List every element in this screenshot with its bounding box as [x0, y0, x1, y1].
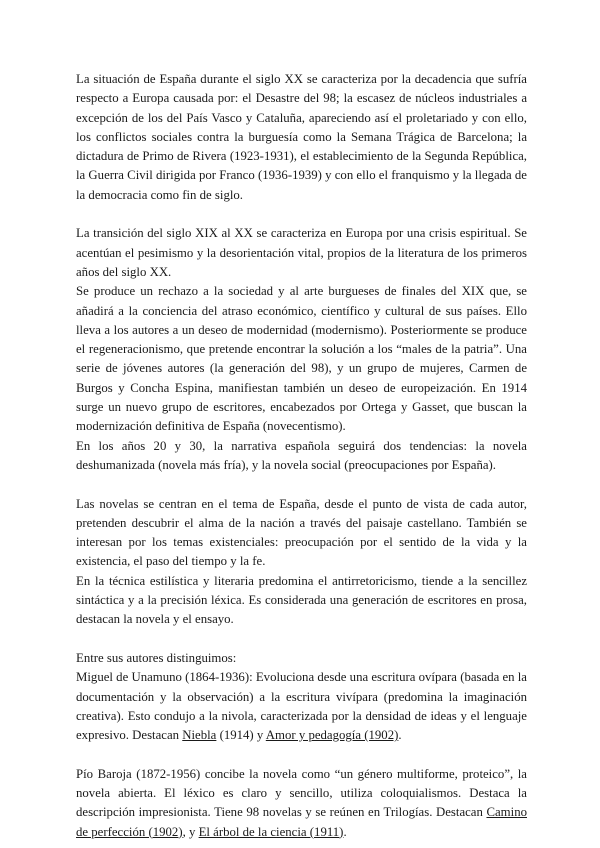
paragraph-rejection-bourgeois: Se produce un rechazo a la sociedad y al arte burgueses de finales del XIX que, se añadirá a la conciencia del atraso económico, científico y cultural de sus países. Ello lleva a los autores a un deseo de modernidad (modernismo). Posteriormente se produce el regeneracionismo, que pretende encontrar la solución a los “males de la patria”. Una serie de jóvenes autores (la generación del 98), y un grupo de mujeres, Carmen de Burgos y Concha Espina, manifiestan también un deseo de europeización. En 1914 surge un nuevo grupo de escritores, encabezados por Ortega y Gasset, que buscan la modernización definitiva de España (novecentismo).	[76, 284, 527, 434]
unamuno-text: Miguel de Unamuno (1864-1936): Evoluciona desde una escritura ovípara (basada en la documentación y la observación) a la escritura vivípara (predomina la imaginación creativa). Esto condujo a la nivola, caracterizada por la densidad de ideas y el lenguaje expresivo. Destacan	[76, 670, 527, 743]
document-body	[76, 70, 527, 842]
baroja-end: .	[343, 824, 347, 839]
baroja-connector: , y	[182, 824, 199, 839]
paragraph-spiritual-crisis: La transición del siglo XIX al XX se caracteriza en Europa por una crisis espiritual. Se acentúan el pesimismo y la desorientación vital, propios de la literatura de los primeros años del siglo XX.	[76, 226, 527, 279]
unamuno-connector: (1914) y	[216, 728, 266, 743]
paragraph-gap	[76, 475, 527, 494]
paragraph-baroja	[76, 765, 527, 842]
baroja-text: Pío Baroja (1872-1956) concibe la novela como “un género multiforme, proteico”, la novela abierta. El léxico es claro y sencillo, utiliza coloquialismos. Destaca la descripción impresionista. Tiene 98 novelas y se reúnen en Trilogías. Destacan	[76, 766, 527, 820]
paragraph-authors-intro: Entre sus autores distinguimos:	[76, 650, 237, 665]
work-title-camino-de-perfeccion: Camino de perfección (1902)	[76, 805, 527, 839]
paragraph-style-technique: En la técnica estilística y literaria predomina el antirretoricismo, tiende a la sencillez sintáctica y a la precisión léxica. Es considerada una generación de escritores en prosa, destacan la novela y el ensayo.	[76, 573, 527, 627]
paragraph-gap	[76, 745, 527, 764]
paragraph-narrative-trends: En los años 20 y 30, la narrativa española seguirá dos tendencias: la novela deshumanizada (novela más fría), y la novela social (preocupaciones por España).	[76, 438, 527, 472]
paragraph-spain-20th-century: La situación de España durante el siglo XX se caracteriza por la decadencia que sufría respecto a Europa causada por: el Desastre del 98; la escasez de núcleos industriales a excepción de los del País Vasco y Cataluña, apareciendo así el proletariado y con ello, los conflictos sociales contra la burguesía como la Semana Trágica de Barcelona; la dictadura de Primo de Rivera (1923-1931), el establecimiento de la Segunda República, la Guerra Civil dirigida por Franco (1936-1939) y con ello el franquismo y la llegada de la democracia como fin de siglo.	[76, 72, 527, 202]
work-title-el-arbol-de-la-ciencia: El árbol de la ciencia (1911)	[198, 824, 344, 839]
paragraph-novel-themes: Las novelas se centran en el tema de España, desde el punto de vista de cada autor, pretenden descubrir el alma de la nación a través del paisaje castellano. También se interesan por los temas existenciales: preocupación por el sentido de la vida y la existencia, el paso del tiempo y la fe.	[76, 496, 527, 569]
paragraph-gap	[76, 205, 527, 224]
paragraph-gap	[76, 630, 527, 649]
work-title-amor-y-pedagogia: Amor y pedagogía (1902)	[265, 728, 399, 743]
work-title-niebla: Niebla	[182, 728, 217, 743]
paragraph-unamuno	[76, 668, 527, 745]
unamuno-end: .	[398, 728, 402, 743]
